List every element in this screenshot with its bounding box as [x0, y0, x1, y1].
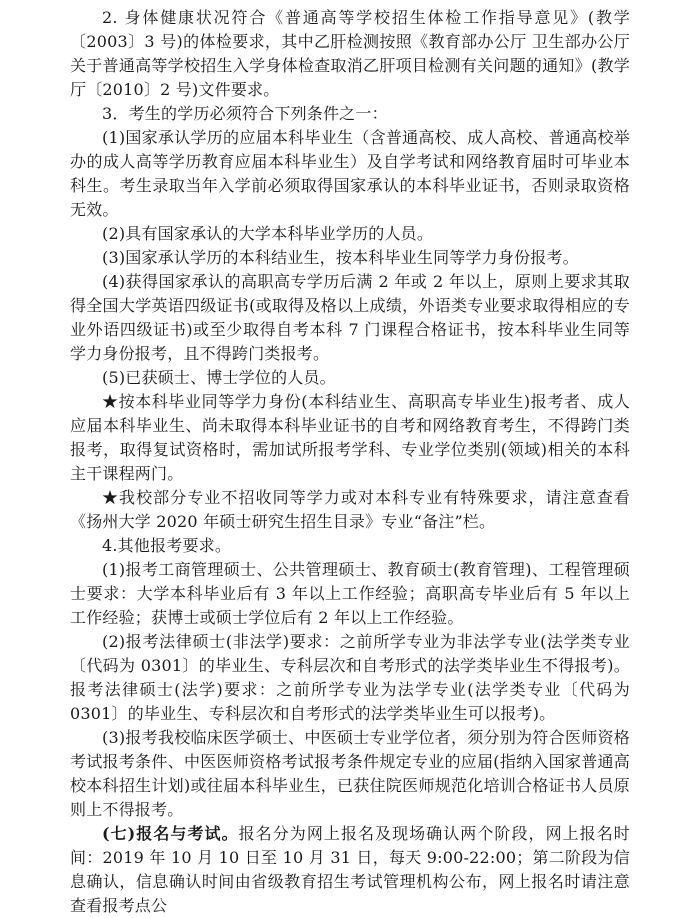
paragraph-condition-4: (4)获得国家承认的高职高专学历后满 2 年或 2 年以上，原则上要求其取得全国大学英语四级证书(或取得及格以上成绩，外语类专业要求取得相应的专业外语四级证书)或至少取得自考本科 7 门课程合格证书，按本科毕业生同等学力身份报考，且不得跨门类报考。 [70, 272, 630, 363]
paragraph-other-3: (3)报考我校临床医学硕士、中医硕士专业学位者，须分别为符合医师资格考试报考条件、中医医师资格考试报考条件规定专业的应届(指纳入国家普通高校本科招生计划)或往届本科毕业生，已获住院医师规范化培训合格证书人员原则上不得报考。 [70, 728, 630, 819]
paragraph-condition-1: (1)国家承认学历的应届本科毕业生（含普通高校、成人高校、普通高校举办的成人高等学历教育应届本科毕业生）及自学考试和网络教育届时可毕业本科生。考生录取当年入学前必须取得国家承认的本科毕业证书，否则录取资格无效。 [70, 128, 630, 219]
document-body [70, 6, 630, 918]
paragraph-other-heading: 4.其他报考要求。 [102, 536, 232, 555]
paragraph-health-requirement: 2. 身体健康状况符合《普通高等学校招生体检工作指导意见》(教学〔2003〕3 号)的体检要求，其中乙肝检测按照《教育部办公厅 卫生部办公厅关于普通高等学校招生入学身体检查取消乙肝项目检测有关问题的通知》(教学厅〔2010〕2 号)文件要求。 [70, 8, 630, 99]
paragraph-note-catalog: ★我校部分专业不招收同等学力或对本科专业有特殊要求，请注意查看《扬州大学 2020 年硕士研究生招生目录》专业“备注”栏。 [70, 488, 630, 531]
paragraph-registration [70, 822, 630, 918]
paragraph-other-2: (2)报考法律硕士(非法学)要求：之前所学专业为非法学专业(法学类专业〔代码为 0301〕的毕业生、专科层次和自考形式的法学类毕业生不得报考)。报考法律硕士(法学)要求：之前所学专业为法学专业(法学类专业〔代码为 0301〕的毕业生、专科层次和自考形式的法学类毕业生可以报考)。 [70, 632, 630, 723]
paragraph-condition-5: (5)已获硕士、博士学位的人员。 [102, 368, 336, 387]
paragraph-note-equivalent: ★按本科毕业同等学力身份(本科结业生、高职高专毕业生)报考者、成人应届本科毕业生、尚未取得本科毕业证书的自考和网络教育考生，不得跨门类报考，取得复试资格时，需加试所报考学科、专业学位类别(领域)相关的本科主干课程两门。 [70, 392, 630, 483]
paragraph-education-heading: 3．考生的学历必须符合下列条件之一： [102, 104, 388, 123]
paragraph-condition-3: (3)国家承认学历的本科结业生，按本科毕业生同等学力身份报考。 [102, 248, 579, 267]
paragraph-condition-2: (2)具有国家承认的大学本科毕业学历的人员。 [102, 224, 434, 243]
registration-text: 报名分为网上报名及现场确认两个阶段，网上报名时间：2019 年 10 月 10 日至 10 月 31 日，每天 9:00-22:00；第二阶段为信息确认，信息确认时间由省级教育招生考试管理机构公布，网上报名时请注意查看报考点公 [70, 824, 630, 915]
paragraph-other-1: (1)报考工商管理硕士、公共管理硕士、教育硕士(教育管理)、工程管理硕士要求：大学本科毕业后有 3 年以上工作经验；高职高专毕业后有 5 年以上工作经验；获博士或硕士学位后有 2 年以上工作经验。 [70, 560, 630, 627]
registration-heading: (七)报名与考试。 [102, 824, 239, 843]
